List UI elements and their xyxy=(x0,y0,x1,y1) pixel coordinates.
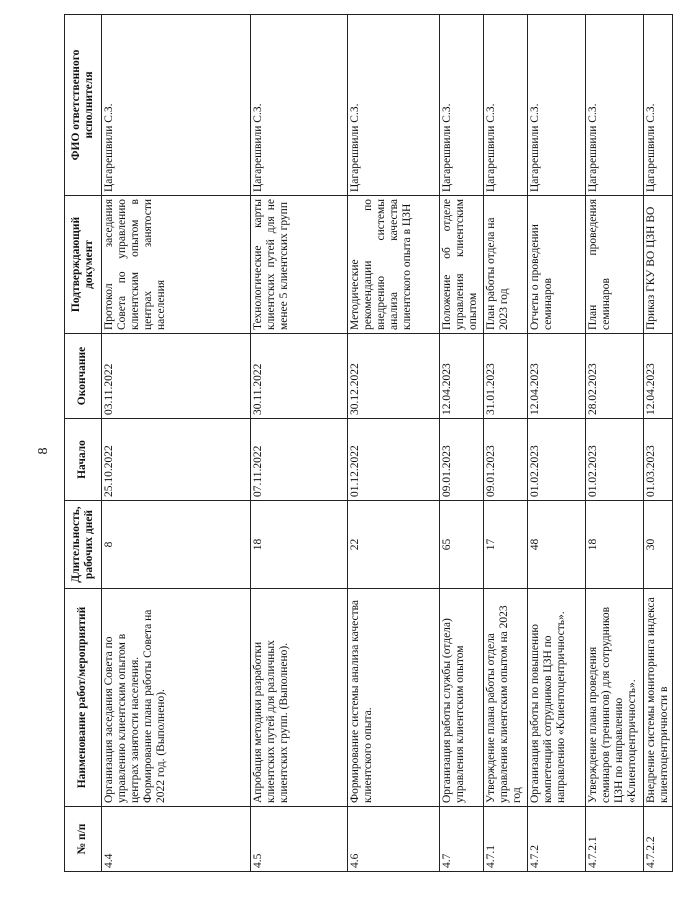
cell-end: 31.01.2023 xyxy=(484,334,528,419)
cell-name: Утверждение плана работы отдела управления клиентским опытом на 2023 год xyxy=(484,589,528,807)
cell-num: 4.6 xyxy=(348,807,440,872)
cell-num: 4.5 xyxy=(251,807,348,872)
cell-document: Приказ ГКУ ВО ЦЗН ВО xyxy=(644,196,673,334)
cell-duration: 18 xyxy=(586,501,644,589)
header-end: Окончание xyxy=(65,334,102,419)
cell-person: Цагарешвили С.З. xyxy=(251,15,348,196)
cell-end: 30.12.2022 xyxy=(348,334,440,419)
cell-name: Утверждение плана проведения семинаров (тренингов) для сотрудников ЦЗН по направлению «Клиентоцентричность». xyxy=(586,589,644,807)
cell-person: Цагарешвили С.З. xyxy=(586,15,644,196)
cell-name: Формирование системы анализа качества клиентского опыта. xyxy=(348,589,440,807)
table-row xyxy=(251,15,348,872)
cell-num: 4.7.1 xyxy=(484,807,528,872)
cell-num: 4.7.2.1 xyxy=(586,807,644,872)
table-row xyxy=(484,15,528,872)
cell-duration: 18 xyxy=(251,501,348,589)
header-duration: Длительность, рабочих дней xyxy=(65,501,102,589)
cell-person: Цагарешвили С.З. xyxy=(102,15,251,196)
cell-document: План проведения семинаров xyxy=(586,196,644,334)
cell-name: Апробация методики разработки клиентских путей для различных клиентских групп. (Выполнено). xyxy=(251,589,348,807)
cell-num: 4.7.2 xyxy=(528,807,586,872)
table-row xyxy=(644,15,673,872)
cell-start: 09.01.2023 xyxy=(484,419,528,501)
header-document: Подтверждающий документ xyxy=(65,196,102,334)
cell-document: Методические рекомендации по внедрению системы анализа качества клиентского опыта в ЦЗН xyxy=(348,196,440,334)
cell-person: Цагарешвили С.З. xyxy=(484,15,528,196)
cell-person: Цагарешвили С.З. xyxy=(440,15,484,196)
cell-start: 01.12.2022 xyxy=(348,419,440,501)
cell-person: Цагарешвили С.З. xyxy=(644,15,673,196)
cell-start: 01.02.2023 xyxy=(586,419,644,501)
cell-person: Цагарешвили С.З. xyxy=(528,15,586,196)
cell-person: Цагарешвили С.З. xyxy=(348,15,440,196)
header-start: Начало xyxy=(65,419,102,501)
cell-name: Организация заседания Совета по управлению клиентским опытом в центрах занятости населения. Формирование плана работы Совета на 2022 год. (Выполнено). xyxy=(102,589,251,807)
header-name: Наименование работ/мероприятий xyxy=(65,589,102,807)
cell-num: 4.7.2.2 xyxy=(644,807,673,872)
cell-start: 25.10.2022 xyxy=(102,419,251,501)
table-row xyxy=(440,15,484,872)
table-row xyxy=(528,15,586,872)
cell-document: Протокол заседания Совета по управлению клиентским опытом в центрах занятости населения xyxy=(102,196,251,334)
header-person: ФИО ответственного исполнителя xyxy=(65,15,102,196)
cell-document: Положение об отделе управления клиентским опытом xyxy=(440,196,484,334)
cell-duration: 48 xyxy=(528,501,586,589)
cell-duration: 17 xyxy=(484,501,528,589)
cell-end: 03.11.2022 xyxy=(102,334,251,419)
cell-start: 07.11.2022 xyxy=(251,419,348,501)
cell-document: План работы отдела на 2023 год xyxy=(484,196,528,334)
cell-end: 12.04.2023 xyxy=(644,334,673,419)
cell-duration: 22 xyxy=(348,501,440,589)
cell-duration: 8 xyxy=(102,501,251,589)
cell-duration: 30 xyxy=(644,501,673,589)
cell-num: 4.4 xyxy=(102,807,251,872)
cell-num: 4.7 xyxy=(440,807,484,872)
cell-end: 12.04.2023 xyxy=(440,334,484,419)
page-number: 8 xyxy=(36,447,51,455)
schedule-table xyxy=(64,14,673,872)
cell-document: Отчеты о проведении семинаров xyxy=(528,196,586,334)
cell-duration: 65 xyxy=(440,501,484,589)
cell-start: 01.02.2023 xyxy=(528,419,586,501)
cell-end: 30.11.2022 xyxy=(251,334,348,419)
table-row xyxy=(102,15,251,872)
cell-start: 09.01.2023 xyxy=(440,419,484,501)
cell-name: Организация работы по повышению компетенций сотрудников ЦЗН по направлению «Клиентоцентричность». xyxy=(528,589,586,807)
table-row xyxy=(586,15,644,872)
cell-document: Технологические карты клиентских путей для не менее 5 клиентских групп xyxy=(251,196,348,334)
table-row xyxy=(348,15,440,872)
table-header-row xyxy=(65,15,102,872)
cell-name: Внедрение системы мониторинга индекса клиентоцентричности в xyxy=(644,589,673,807)
cell-name: Организация работы службы (отдела) управления клиентским опытом xyxy=(440,589,484,807)
cell-start: 01.03.2023 xyxy=(644,419,673,501)
cell-end: 28.02.2023 xyxy=(586,334,644,419)
rotated-sheet xyxy=(64,15,671,872)
header-num: № п/п xyxy=(65,807,102,872)
cell-end: 12.04.2023 xyxy=(528,334,586,419)
